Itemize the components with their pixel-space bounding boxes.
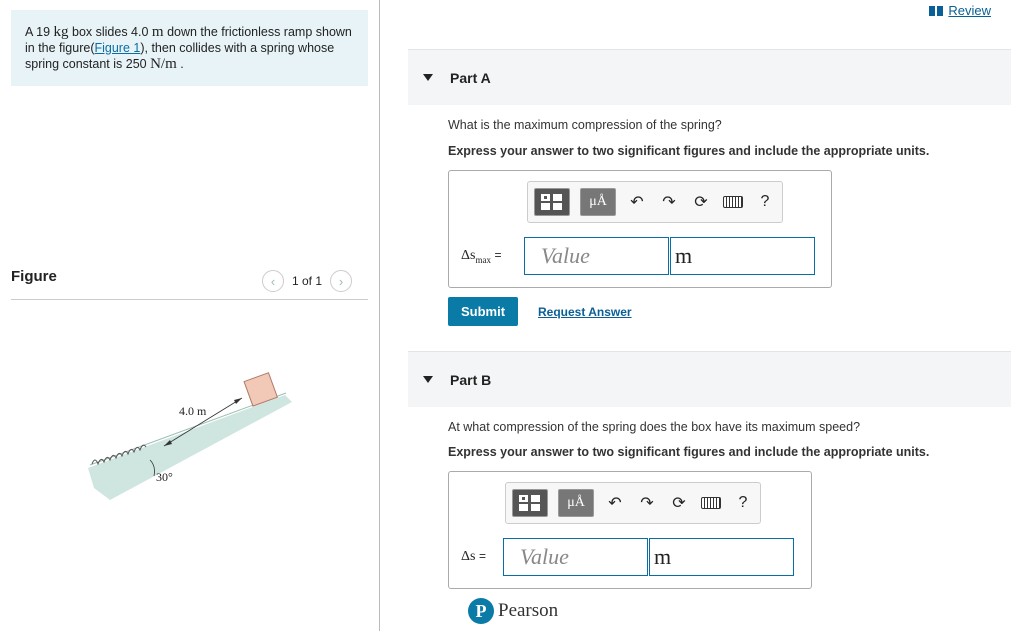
prev-figure-button[interactable]: ‹	[262, 270, 284, 292]
figure-title: Figure	[11, 268, 57, 285]
pearson-icon: P	[468, 598, 494, 624]
request-answer-link[interactable]: Request Answer	[538, 305, 632, 319]
part-a-instruction: Express your answer to two significant figures and include the appropriate units.	[448, 144, 930, 158]
help-icon[interactable]: ?	[738, 494, 748, 511]
part-b-toolbar	[505, 482, 761, 524]
part-b-header[interactable]	[408, 351, 1011, 407]
part-a-label: Part A	[450, 69, 491, 86]
part-a-value-input[interactable]: Value	[524, 237, 669, 275]
figure-link[interactable]: Figure 1	[94, 41, 141, 55]
unit-kg: kg	[53, 24, 69, 40]
book-icon	[929, 6, 943, 16]
templates-button[interactable]	[534, 188, 570, 216]
undo-icon[interactable]: ↶	[608, 495, 622, 512]
pearson-wordmark: Pearson	[498, 600, 559, 621]
pearson-logo	[468, 598, 558, 624]
help-icon[interactable]: ?	[760, 193, 770, 210]
part-b-unit-input[interactable]: m	[649, 538, 794, 576]
part-b-variable: Δs =	[461, 549, 486, 564]
ramp-figure	[80, 360, 310, 520]
length-label: 4.0 m	[179, 404, 207, 418]
problem-text-end: .	[180, 57, 184, 71]
reset-icon[interactable]: ⟳	[694, 194, 708, 211]
undo-icon[interactable]: ↶	[630, 194, 644, 211]
part-a-unit-input[interactable]: m	[670, 237, 815, 275]
unit-m: m	[151, 24, 164, 40]
part-a-answer-box	[448, 170, 832, 288]
part-b-answer-box	[448, 471, 812, 589]
figure-pager	[262, 270, 352, 292]
unit-nm: N/m	[150, 56, 177, 72]
pager-count: 1 of 1	[292, 274, 323, 288]
reset-icon[interactable]: ⟳	[672, 495, 686, 512]
angle-label: 30°	[156, 470, 173, 484]
units-button[interactable]: μÅ	[580, 188, 616, 216]
figure-divider	[11, 299, 368, 300]
problem-text-3: down the frictionless ramp shown in the figure(	[25, 25, 352, 55]
left-panel	[0, 0, 380, 631]
units-button[interactable]: μÅ	[558, 489, 594, 517]
templates-button[interactable]	[512, 489, 548, 517]
part-a-question: What is the maximum compression of the spring?	[448, 118, 722, 132]
part-b-label: Part B	[450, 371, 492, 388]
keyboard-icon[interactable]	[700, 492, 722, 514]
arrow-head-high	[234, 398, 242, 404]
problem-text-2: box slides 4.0	[72, 25, 149, 39]
redo-icon[interactable]: ↷	[662, 194, 676, 211]
part-b-value-input[interactable]: Value	[503, 538, 648, 576]
review-link[interactable]	[929, 3, 991, 18]
collapse-triangle-icon	[423, 376, 433, 383]
problem-statement	[11, 10, 368, 86]
templates-icon	[539, 192, 565, 212]
collapse-triangle-icon	[423, 74, 433, 81]
problem-text-4: ), then collides with a spring whose spring constant is 250	[25, 41, 335, 71]
part-b-question: At what compression of the spring does the box have its maximum speed?	[448, 420, 861, 434]
part-a-toolbar	[527, 181, 783, 223]
part-a-variable: $\Delta s_{max}$ =	[461, 248, 502, 265]
redo-icon[interactable]: ↷	[640, 495, 654, 512]
part-a-header[interactable]	[408, 49, 1011, 105]
templates-icon	[517, 493, 543, 513]
part-b-instruction: Express your answer to two significant figures and include the appropriate units.	[448, 445, 930, 459]
keyboard-icon[interactable]	[722, 191, 744, 213]
problem-text: A 19	[25, 25, 51, 39]
submit-button[interactable]: Submit	[448, 297, 518, 326]
review-label: Review	[948, 3, 991, 18]
next-figure-button[interactable]: ›	[330, 270, 352, 292]
